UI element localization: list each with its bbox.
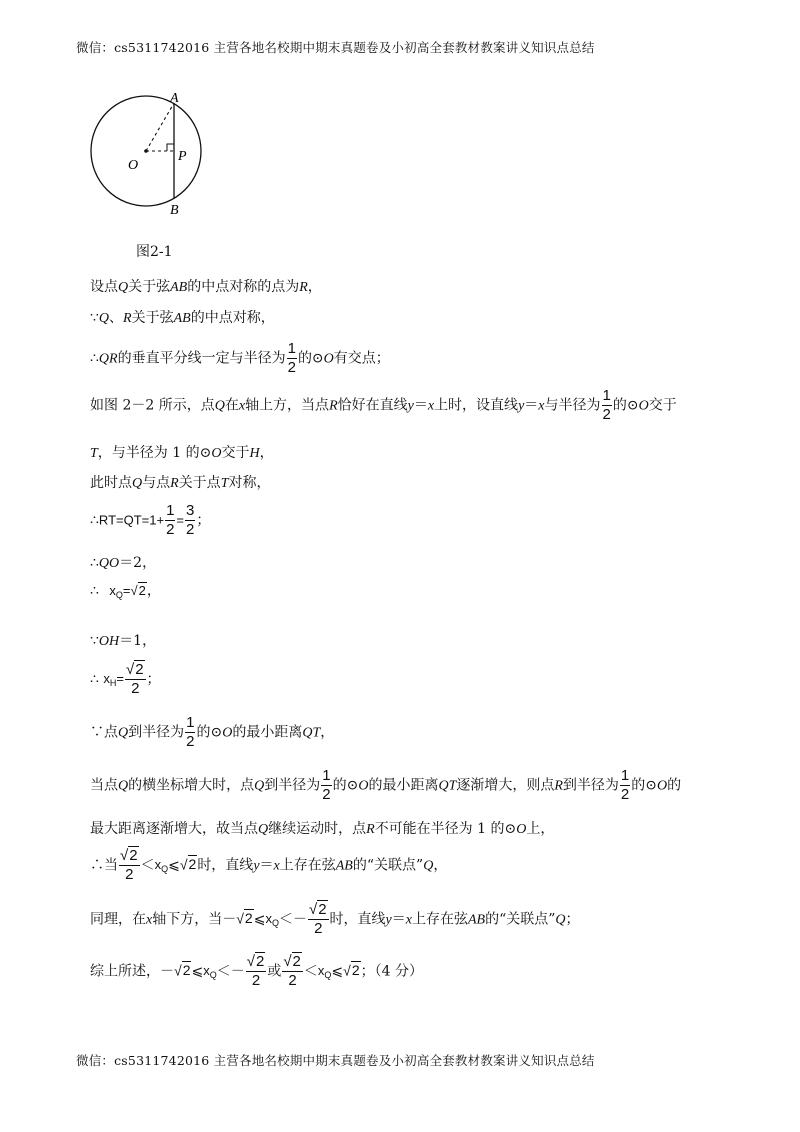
text-line-8: ∴QO＝2， <box>90 555 157 571</box>
text-line-11: ∴ $x_H=$ $\frac{√2}{2}$ ； <box>90 661 161 697</box>
center-point <box>144 149 148 153</box>
square-root: √2 <box>236 910 253 927</box>
fraction: $\frac{√2}{2}$ <box>308 901 327 937</box>
figure-circle-diagram <box>80 88 230 228</box>
text-line-10: ∵OH＝1， <box>90 633 157 649</box>
square-root: √2 <box>120 847 138 864</box>
square-root: √2 <box>125 661 144 678</box>
label-a: A <box>170 91 179 106</box>
square-root: √2 <box>283 953 301 970</box>
fraction: $\frac{√2}{2}$ <box>283 953 301 989</box>
square-root: √2 <box>130 583 146 598</box>
page-footer: 微信：cs5311742016 主营各地名校期中期末真题卷及小初高全套教材教案讲义知识点总结 <box>76 1053 595 1068</box>
fraction: $\frac{1}{2}$ <box>287 340 296 376</box>
fraction: $\frac{1}{2}$ <box>166 502 175 538</box>
fraction: $\frac{1}{2}$ <box>322 767 331 803</box>
text-line-5: T，与半径为 1 的⊙O交于H， <box>90 445 274 461</box>
text-line-15: ∴当 $\frac{√2}{2}$ $<x_Q⩽√2$时，直线y＝x上存在弦AB的“关联点”Q， <box>90 847 448 883</box>
fraction: $\frac{√2}{2}$ <box>120 847 138 883</box>
fraction: $\frac{3}{2}$ <box>186 502 195 538</box>
text-line-1: 设点Q关于弦AB的中点对称的点为R， <box>90 279 322 295</box>
square-root: √2 <box>179 856 197 873</box>
label-p: P <box>178 149 187 164</box>
fraction: $\frac{√2}{2}$ <box>246 953 265 989</box>
figure-caption: 图2-1 <box>136 244 173 260</box>
text-line-12: ∵点Q到半径为 $\frac{1}{2}$ 的⊙O的最小距离QT， <box>90 714 335 750</box>
fraction: $\frac{1}{2}$ <box>186 714 195 750</box>
square-root: √2 <box>246 953 265 970</box>
text-line-6: 此时点Q与点R关于点T对称， <box>90 475 271 491</box>
square-root: √2 <box>308 901 327 918</box>
text-line-2: ∵Q、R关于弦AB的中点对称， <box>90 310 275 326</box>
page-header: 微信：cs5311742016 主营各地名校期中期末真题卷及小初高全套教材教案讲义知识点总结 <box>76 40 595 55</box>
text-line-17: 综上所述，$-√2⩽x_Q<-$ $\frac{√2}{2}$ 或 $\frac{√2}{2}$ $<x_Q⩽√2$；（4 分） <box>90 953 423 989</box>
fraction: $\frac{1}{2}$ <box>602 387 611 423</box>
text-line-4: 如图 2－2 所示，点Q在x轴上方，当点R恰好在直线y＝x上时，设直线y＝x与半径为 $\frac{1}{2}$ 的⊙O交于 <box>90 387 677 423</box>
square-root: √2 <box>343 962 360 979</box>
text-line-7: ∴RT=QT=1+ $\frac{1}{2}$ = $\frac{3}{2}$ ； <box>90 502 211 538</box>
fraction: $\frac{√2}{2}$ <box>125 661 144 697</box>
label-o: O <box>128 158 139 173</box>
text-line-13: 当点Q的横坐标增大时，点Q到半径为 $\frac{1}{2}$ 的⊙O的最小距离QT逐渐增大，则点R到半径为 $\frac{1}{2}$ 的⊙O的 <box>90 767 682 803</box>
label-b: B <box>170 203 179 218</box>
text-line-3: ∴QR的垂直平分线一定与半径为 $\frac{1}{2}$ 的⊙O有交点； <box>90 340 390 376</box>
text-line-9: ∴ $x_Q=√2$， <box>90 583 161 600</box>
right-angle-mark <box>167 144 174 151</box>
text-line-14: 最大距离逐渐增大，故当点Q继续运动时，点R不可能在半径为 1 的⊙O上， <box>90 821 555 837</box>
text-line-16: 同理，在x轴下方，当$-√2⩽x_Q<-$ $\frac{√2}{2}$ 时，直线y＝x上存在弦AB的“关联点”Q； <box>90 901 580 937</box>
square-root: √2 <box>174 962 191 979</box>
fraction: $\frac{1}{2}$ <box>620 767 630 803</box>
